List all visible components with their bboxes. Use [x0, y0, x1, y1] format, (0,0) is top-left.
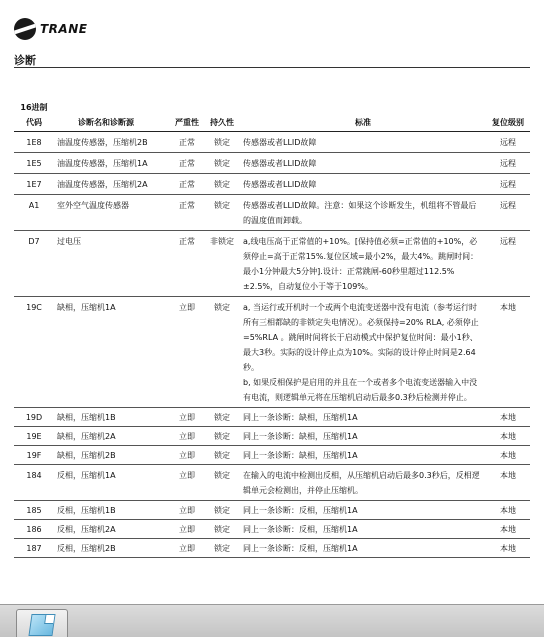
cell-name: 反相，压缩机2A [54, 520, 170, 539]
cell-standard: a,线电压高于正常值的+10%。[保持值必须=正常值的+10%，必须停止=高于正常15%.复位区域=最小2%，最大4%。跳闸时间：最小1分钟最大5分钟].设计：正常跳闸-60秒里超过112.5%±2.5%，自动复位小于等于109%。 [240, 231, 486, 297]
cell-name: 油温度传感器，压缩机2A [54, 174, 170, 195]
cell-level: 本地 [486, 520, 530, 539]
cell-standard: 同上一条诊断：反相，压缩机1A [240, 520, 486, 539]
cell-persistence: 锁定 [204, 465, 240, 501]
cell-code: 185 [14, 501, 54, 520]
header-level: 复位级别 [486, 98, 530, 132]
cell-name: 油温度传感器，压缩机1A [54, 153, 170, 174]
table-row [14, 520, 530, 539]
taskbar-app-button[interactable] [16, 609, 68, 637]
cell-persistence: 锁定 [204, 539, 240, 558]
header-code: 16进制 代码 [14, 98, 54, 132]
cell-code: 1E8 [14, 132, 54, 153]
cell-standard: 同上一条诊断：缺相，压缩机1A [240, 408, 486, 427]
title-divider [14, 67, 530, 68]
cell-severity: 正常 [170, 195, 204, 231]
cell-level: 本地 [486, 427, 530, 446]
page-title: 诊断 [14, 54, 36, 67]
table-row [14, 153, 530, 174]
cell-code: 1E7 [14, 174, 54, 195]
page-header [0, 0, 544, 48]
cell-level: 本地 [486, 297, 530, 408]
cell-level: 远程 [486, 231, 530, 297]
table-row [14, 446, 530, 465]
brand-name: TRANE [40, 22, 88, 36]
table-row [14, 408, 530, 427]
cell-severity: 正常 [170, 153, 204, 174]
cell-persistence: 锁定 [204, 408, 240, 427]
cell-name: 室外空气温度传感器 [54, 195, 170, 231]
header-standard: 标准 [240, 98, 486, 132]
cell-persistence: 锁定 [204, 501, 240, 520]
cell-severity: 立即 [170, 297, 204, 408]
diagnostics-table-wrap [14, 98, 530, 558]
diagnostics-table [14, 98, 530, 558]
cell-severity: 立即 [170, 465, 204, 501]
trane-logo-icon [14, 18, 36, 40]
cell-persistence: 锁定 [204, 153, 240, 174]
cell-code: 19C [14, 297, 54, 408]
cell-standard: 同上一条诊断：缺相，压缩机1A [240, 427, 486, 446]
standard-part-a: a, 当运行或开机时一个或两个电流变送器中没有电流（参考运行时所有三相都缺的非锁定失电情况）。必须保持=20% RLA, 必须停止=5%RLA 。跳闸时间将长于启动模式中保护复位时间：最小1秒、最大3秒。实际的设计停止点为10%。实际的设计停止时间是2.64秒。 [243, 303, 479, 372]
cell-standard: 传感器或者LLID故障。注意：如果这个诊断发生，机组将不管最后的温度值而卸载。 [240, 195, 486, 231]
cell-name: 反相，压缩机1B [54, 501, 170, 520]
cell-code: 1E5 [14, 153, 54, 174]
cell-level: 远程 [486, 195, 530, 231]
cell-severity: 立即 [170, 427, 204, 446]
cell-level: 本地 [486, 465, 530, 501]
cell-standard: 同上一条诊断：反相，压缩机1A [240, 501, 486, 520]
cell-standard: 传感器或者LLID故障 [240, 174, 486, 195]
cell-standard: 传感器或者LLID故障 [240, 132, 486, 153]
table-row [14, 231, 530, 297]
brand-logo [14, 18, 87, 40]
cell-name: 过电压 [54, 231, 170, 297]
cell-level: 远程 [486, 153, 530, 174]
cell-code: 19D [14, 408, 54, 427]
cell-name: 缺相，压缩机1B [54, 408, 170, 427]
header-name: 诊断名和诊断源 [54, 98, 170, 132]
cell-name: 反相，压缩机2B [54, 539, 170, 558]
cell-name: 缺相，压缩机2A [54, 427, 170, 446]
table-row [14, 174, 530, 195]
cell-standard: 同上一条诊断：反相，压缩机1A [240, 539, 486, 558]
cell-code: 19F [14, 446, 54, 465]
cell-code: 19E [14, 427, 54, 446]
cell-level: 本地 [486, 408, 530, 427]
cell-level: 本地 [486, 501, 530, 520]
notepad-icon [28, 614, 55, 636]
cell-severity: 立即 [170, 501, 204, 520]
cell-persistence: 锁定 [204, 427, 240, 446]
cell-severity: 立即 [170, 520, 204, 539]
cell-level: 远程 [486, 132, 530, 153]
cell-name: 反相，压缩机1A [54, 465, 170, 501]
table-row [14, 297, 530, 408]
taskbar [0, 604, 544, 637]
table-row [14, 465, 530, 501]
cell-persistence: 锁定 [204, 446, 240, 465]
cell-persistence: 锁定 [204, 174, 240, 195]
table-row [14, 501, 530, 520]
cell-name: 缺相，压缩机2B [54, 446, 170, 465]
cell-persistence: 非锁定 [204, 231, 240, 297]
cell-persistence: 锁定 [204, 195, 240, 231]
cell-severity: 立即 [170, 539, 204, 558]
table-row [14, 195, 530, 231]
cell-code: 184 [14, 465, 54, 501]
cell-persistence: 锁定 [204, 297, 240, 408]
cell-level: 本地 [486, 446, 530, 465]
cell-severity: 正常 [170, 231, 204, 297]
cell-standard: 传感器或者LLID故障 [240, 153, 486, 174]
table-row [14, 132, 530, 153]
cell-code: 187 [14, 539, 54, 558]
cell-standard [240, 297, 486, 408]
cell-persistence: 锁定 [204, 520, 240, 539]
cell-name: 油温度传感器，压缩机2B [54, 132, 170, 153]
cell-standard: 在输入的电流中检测出反相，从压缩机启动后最多0.3秒后，反相逻辑单元会检测出，并停止压缩机。 [240, 465, 486, 501]
cell-persistence: 锁定 [204, 132, 240, 153]
standard-part-b: b, 如果反相保护是启用的并且在一个或者多个电流变送器输入中没有电流，则逻辑单元将在压缩机启动后最多0.3秒后检测并停止。 [243, 378, 478, 402]
header-severity: 严重性 [170, 98, 204, 132]
cell-level: 本地 [486, 539, 530, 558]
cell-severity: 正常 [170, 132, 204, 153]
cell-severity: 立即 [170, 408, 204, 427]
header-persistence: 持久性 [204, 98, 240, 132]
cell-severity: 立即 [170, 446, 204, 465]
cell-standard: 同上一条诊断：缺相，压缩机1A [240, 446, 486, 465]
cell-code: 186 [14, 520, 54, 539]
cell-level: 远程 [486, 174, 530, 195]
table-row [14, 427, 530, 446]
table-row [14, 539, 530, 558]
cell-name: 缺相，压缩机1A [54, 297, 170, 408]
cell-code: A1 [14, 195, 54, 231]
table-header-row [14, 98, 530, 132]
cell-severity: 正常 [170, 174, 204, 195]
cell-code: D7 [14, 231, 54, 297]
